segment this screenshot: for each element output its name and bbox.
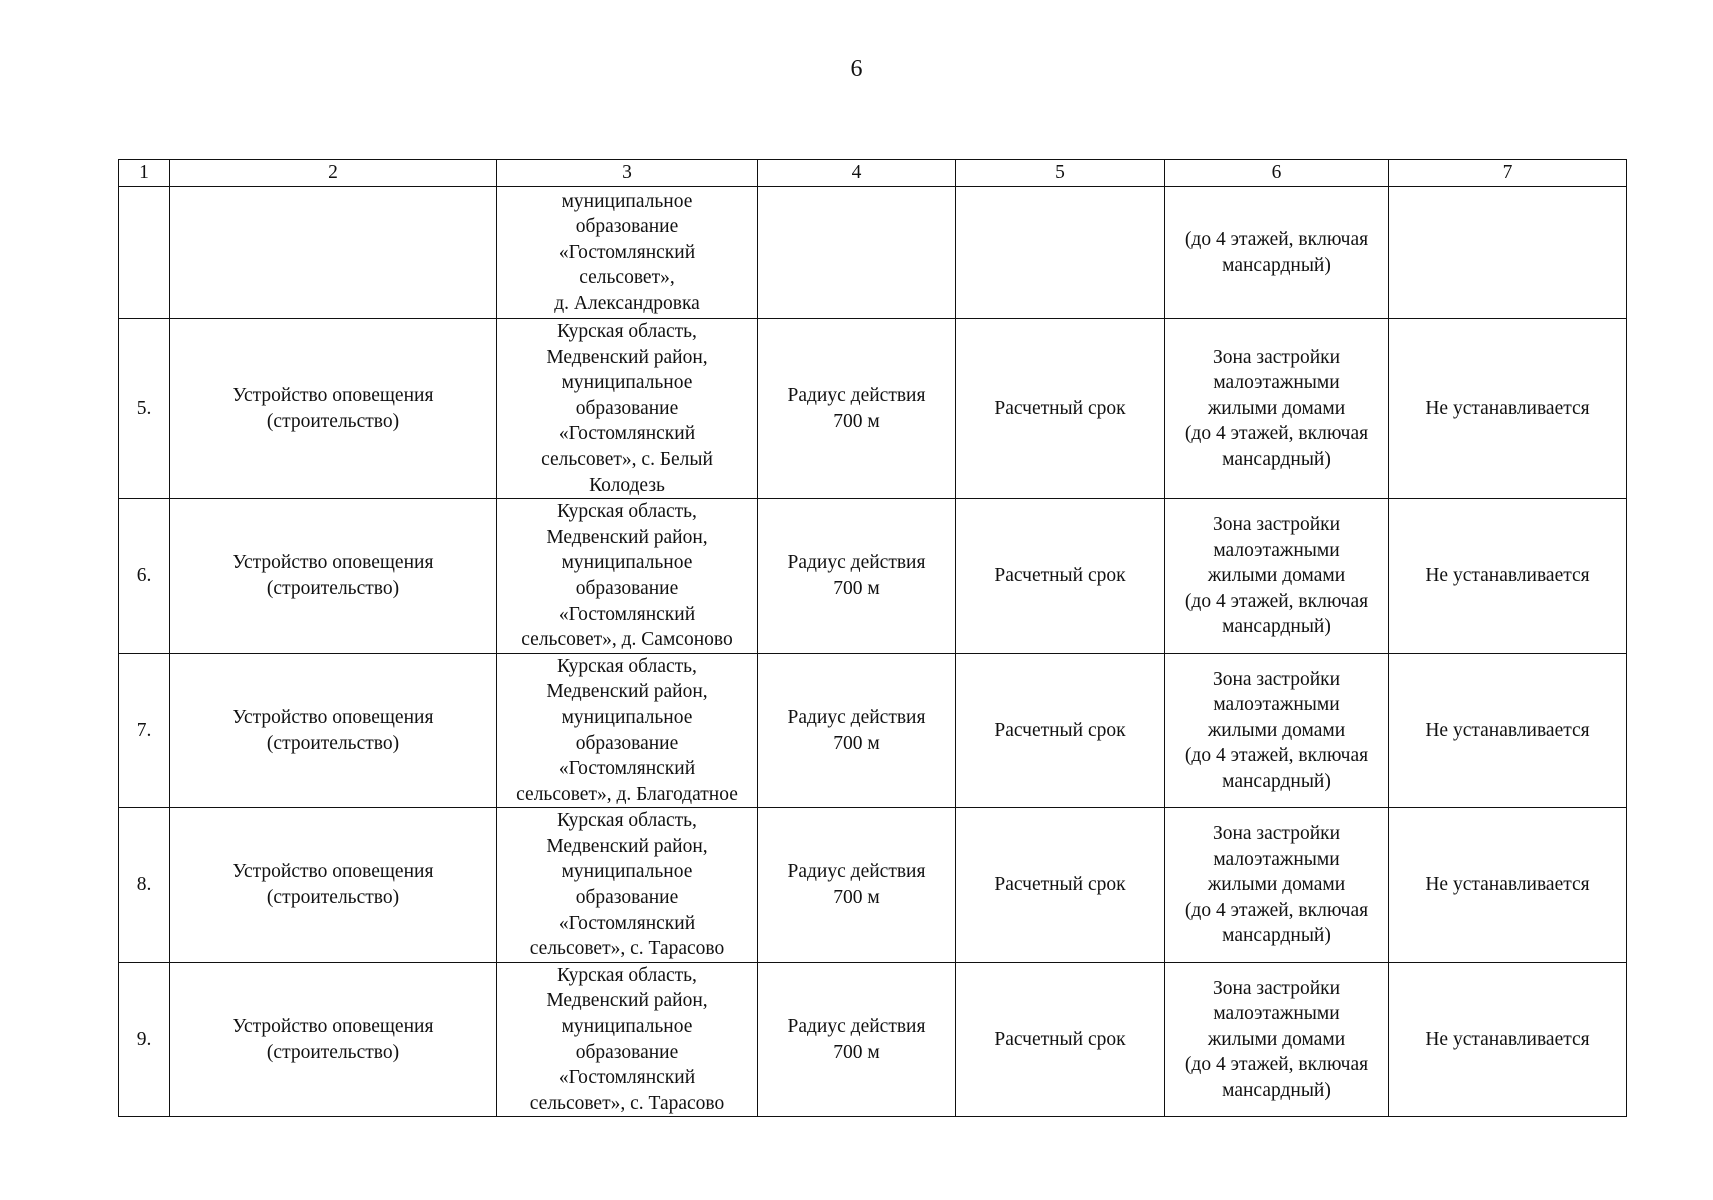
header-col-5: 5 bbox=[956, 160, 1165, 187]
table-row bbox=[119, 808, 1627, 963]
cell-zone: Зона застройки малоэтажными жилыми домами (до 4 этажей, включая мансардный) bbox=[1165, 499, 1389, 654]
header-col-6: 6 bbox=[1165, 160, 1389, 187]
cell-zone: Зона застройки малоэтажными жилыми домами (до 4 этажей, включая мансардный) bbox=[1165, 808, 1389, 963]
cell-characteristics: Радиус действия 700 м bbox=[758, 319, 956, 499]
cell-number: 7. bbox=[119, 653, 170, 808]
table-body bbox=[119, 187, 1627, 1117]
table-row bbox=[119, 187, 1627, 319]
facilities-table bbox=[118, 159, 1627, 1117]
cell-term: Расчетный срок bbox=[956, 653, 1165, 808]
cell-number: 5. bbox=[119, 319, 170, 499]
table-row bbox=[119, 319, 1627, 499]
page-number: 6 bbox=[850, 56, 863, 82]
cell-location: муниципальное образование «Гостомлянский сельсовет», д. Александровка bbox=[497, 187, 758, 319]
cell-location: Курская область, Медвенский район, муниципальное образование «Гостомлянский сельсовет», с. Тарасово bbox=[497, 962, 758, 1117]
cell-zone: Зона застройки малоэтажными жилыми домами (до 4 этажей, включая мансардный) bbox=[1165, 319, 1389, 499]
cell-characteristics: Радиус действия 700 м bbox=[758, 962, 956, 1117]
header-col-2: 2 bbox=[170, 160, 497, 187]
cell-number: 6. bbox=[119, 499, 170, 654]
cell-term: Расчетный срок bbox=[956, 808, 1165, 963]
cell-restrictions: Не устанавливается bbox=[1389, 499, 1627, 654]
header-row bbox=[119, 160, 1627, 187]
cell-location: Курская область, Медвенский район, муниципальное образование «Гостомлянский сельсовет», д. Самсоново bbox=[497, 499, 758, 654]
cell-zone: Зона застройки малоэтажными жилыми домами (до 4 этажей, включая мансардный) bbox=[1165, 653, 1389, 808]
cell-restrictions bbox=[1389, 187, 1627, 319]
cell-term bbox=[956, 187, 1165, 319]
cell-name: Устройство оповещения (строительство) bbox=[170, 653, 497, 808]
header-col-1: 1 bbox=[119, 160, 170, 187]
cell-characteristics: Радиус действия 700 м bbox=[758, 499, 956, 654]
table-row bbox=[119, 962, 1627, 1117]
cell-restrictions: Не устанавливается bbox=[1389, 653, 1627, 808]
cell-term: Расчетный срок bbox=[956, 319, 1165, 499]
cell-name: Устройство оповещения (строительство) bbox=[170, 319, 497, 499]
cell-name: Устройство оповещения (строительство) bbox=[170, 499, 497, 654]
header-col-7: 7 bbox=[1389, 160, 1627, 187]
cell-number bbox=[119, 187, 170, 319]
cell-term: Расчетный срок bbox=[956, 499, 1165, 654]
cell-number: 8. bbox=[119, 808, 170, 963]
table-header bbox=[119, 160, 1627, 187]
cell-characteristics: Радиус действия 700 м bbox=[758, 653, 956, 808]
cell-number: 9. bbox=[119, 962, 170, 1117]
cell-restrictions: Не устанавливается bbox=[1389, 319, 1627, 499]
cell-zone: Зона застройки малоэтажными жилыми домами (до 4 этажей, включая мансардный) bbox=[1165, 962, 1389, 1117]
table-row bbox=[119, 499, 1627, 654]
cell-location: Курская область, Медвенский район, муниципальное образование «Гостомлянский сельсовет», д. Благодатное bbox=[497, 653, 758, 808]
cell-restrictions: Не устанавливается bbox=[1389, 808, 1627, 963]
header-col-3: 3 bbox=[497, 160, 758, 187]
cell-name bbox=[170, 187, 497, 319]
cell-zone: (до 4 этажей, включая мансардный) bbox=[1165, 187, 1389, 319]
cell-characteristics: Радиус действия 700 м bbox=[758, 808, 956, 963]
cell-restrictions: Не устанавливается bbox=[1389, 962, 1627, 1117]
cell-term: Расчетный срок bbox=[956, 962, 1165, 1117]
cell-characteristics bbox=[758, 187, 956, 319]
cell-name: Устройство оповещения (строительство) bbox=[170, 808, 497, 963]
cell-location: Курская область, Медвенский район, муниципальное образование «Гостомлянский сельсовет», с. Белый Колодезь bbox=[497, 319, 758, 499]
header-col-4: 4 bbox=[758, 160, 956, 187]
table-row bbox=[119, 653, 1627, 808]
cell-location: Курская область, Медвенский район, муниципальное образование «Гостомлянский сельсовет», с. Тарасово bbox=[497, 808, 758, 963]
cell-name: Устройство оповещения (строительство) bbox=[170, 962, 497, 1117]
